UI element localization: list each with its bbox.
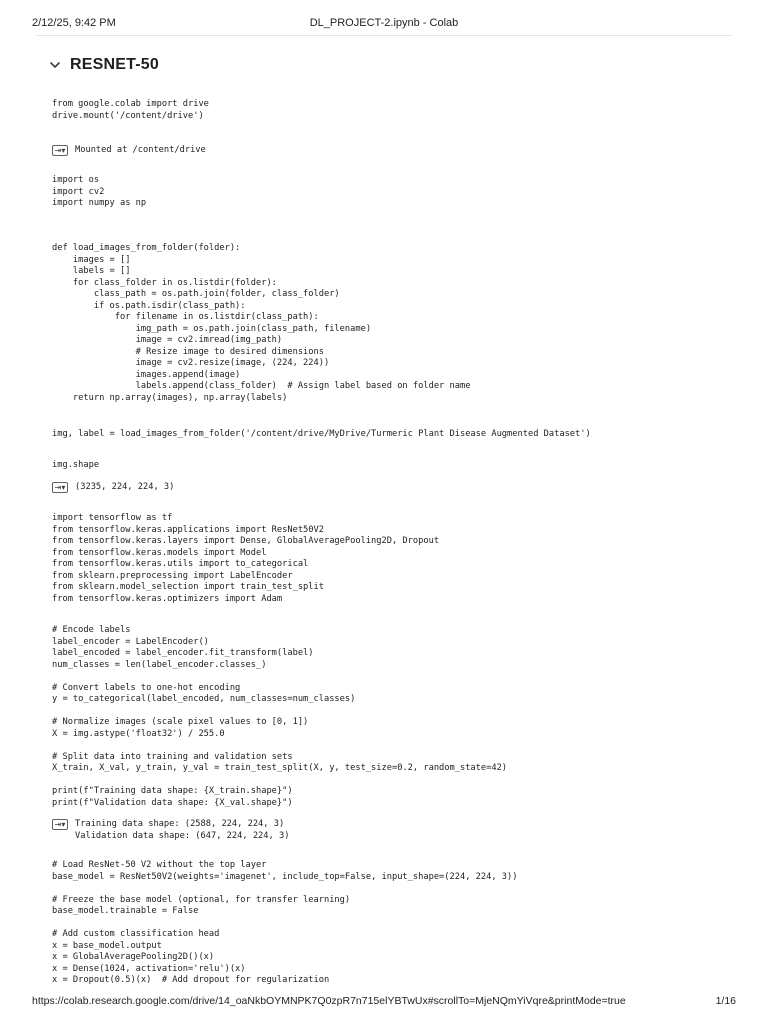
- section-title: RESNET-50: [70, 56, 159, 73]
- chevron-down-icon[interactable]: [48, 58, 62, 72]
- output-drive-mount: [52, 145, 206, 157]
- output-data-shapes: [52, 819, 289, 842]
- code-cell-load-call[interactable]: img, label = load_images_from_folder('/content/drive/MyDrive/Turmeric Plant Disease Augmented Dataset'): [52, 429, 591, 439]
- output-text: Mounted at /content/drive: [75, 145, 206, 155]
- code-cell-preprocess[interactable]: # Encode labels label_encoder = LabelEncoder() label_encoded = label_encoder.fit_transform(label) num_classes = len(label_encoder.classes_) # Convert labels to one-hot encoding y = to_categorical(label_encoded, num_classes=num_classes) # Normalize images (scale pixel values to [0, 1]) X = img.astype('float32') / 255.0 # Split data into training and validation sets X_train, X_val, y_train, y_val = train_test_split(X, y, test_size=0.2, random_state=42) print(f"Training data shape: {X_train.shape}") print(f"Validation data shape: {X_val.shape}"): [52, 625, 508, 808]
- page-url: https://colab.research.google.com/drive/14_oaNkbOYMNPK7Q0zpR7n715elYBTwUx#scrollTo=MjeNQmYiVqre&printMode=true: [32, 995, 626, 1007]
- output-img-shape: [52, 482, 174, 494]
- code-cell-load-function[interactable]: def load_images_from_folder(folder): images = [] labels = [] for class_folder in os.listdir(folder): class_path = os.path.join(folder, class_folder) if os.path.isdir(class_path): for filename in os.listdir(class_path): img_path = os.path.join(class_path, filename) image = cv2.imread(img_path) # Resize image to desired dimensions image = cv2.resize(image, (224, 224)) images.append(image) labels.append(class_folder) # Assign label based on folder name return np.array(images), np.array(labels): [52, 243, 471, 403]
- output-toggle-icon[interactable]: ⇥▾: [52, 145, 68, 156]
- output-toggle-icon[interactable]: ⇥▾: [52, 482, 68, 493]
- code-cell-imports[interactable]: import os import cv2 import numpy as np: [52, 175, 147, 208]
- code-cell-drive-mount[interactable]: from google.colab import drive drive.mount('/content/drive'): [52, 99, 209, 121]
- output-text: Training data shape: (2588, 224, 224, 3) Validation data shape: (647, 224, 224, 3): [75, 819, 290, 841]
- code-cell-img-shape[interactable]: img.shape: [52, 460, 100, 470]
- output-toggle-icon[interactable]: ⇥▾: [52, 819, 68, 830]
- document-title: DL_PROJECT-2.ipynb - Colab: [309, 17, 459, 29]
- page-number: 1/16: [715, 995, 736, 1007]
- code-cell-tf-imports[interactable]: import tensorflow as tf from tensorflow.keras.applications import ResNet50V2 from tensorflow.keras.layers import Dense, GlobalAveragePooling2D, Dropout from tensorflow.keras.models import Model from tensorflow.keras.utils import to_categorical from sklearn.preprocessing import LabelEncoder from sklearn.model_selection import train_test_split from tensorflow.keras.optimizers import Adam: [52, 513, 440, 604]
- section-header[interactable]: [48, 56, 159, 74]
- output-text: (3235, 224, 224, 3): [75, 482, 175, 492]
- header-divider: [36, 35, 732, 36]
- code-cell-resnet-model[interactable]: # Load ResNet-50 V2 without the top layer base_model = ResNet50V2(weights='imagenet', include_top=False, input_shape=(224, 224, 3)) # Freeze the base model (optional, for transfer learning) base_model.trainable = False # Add custom classification head x = base_model.output x = GlobalAveragePooling2D()(x) x = Dense(1024, activation='relu')(x) x = Dropout(0.5)(x) # Add dropout for regularization: [52, 860, 518, 985]
- print-datetime: 2/12/25, 9:42 PM: [32, 17, 116, 29]
